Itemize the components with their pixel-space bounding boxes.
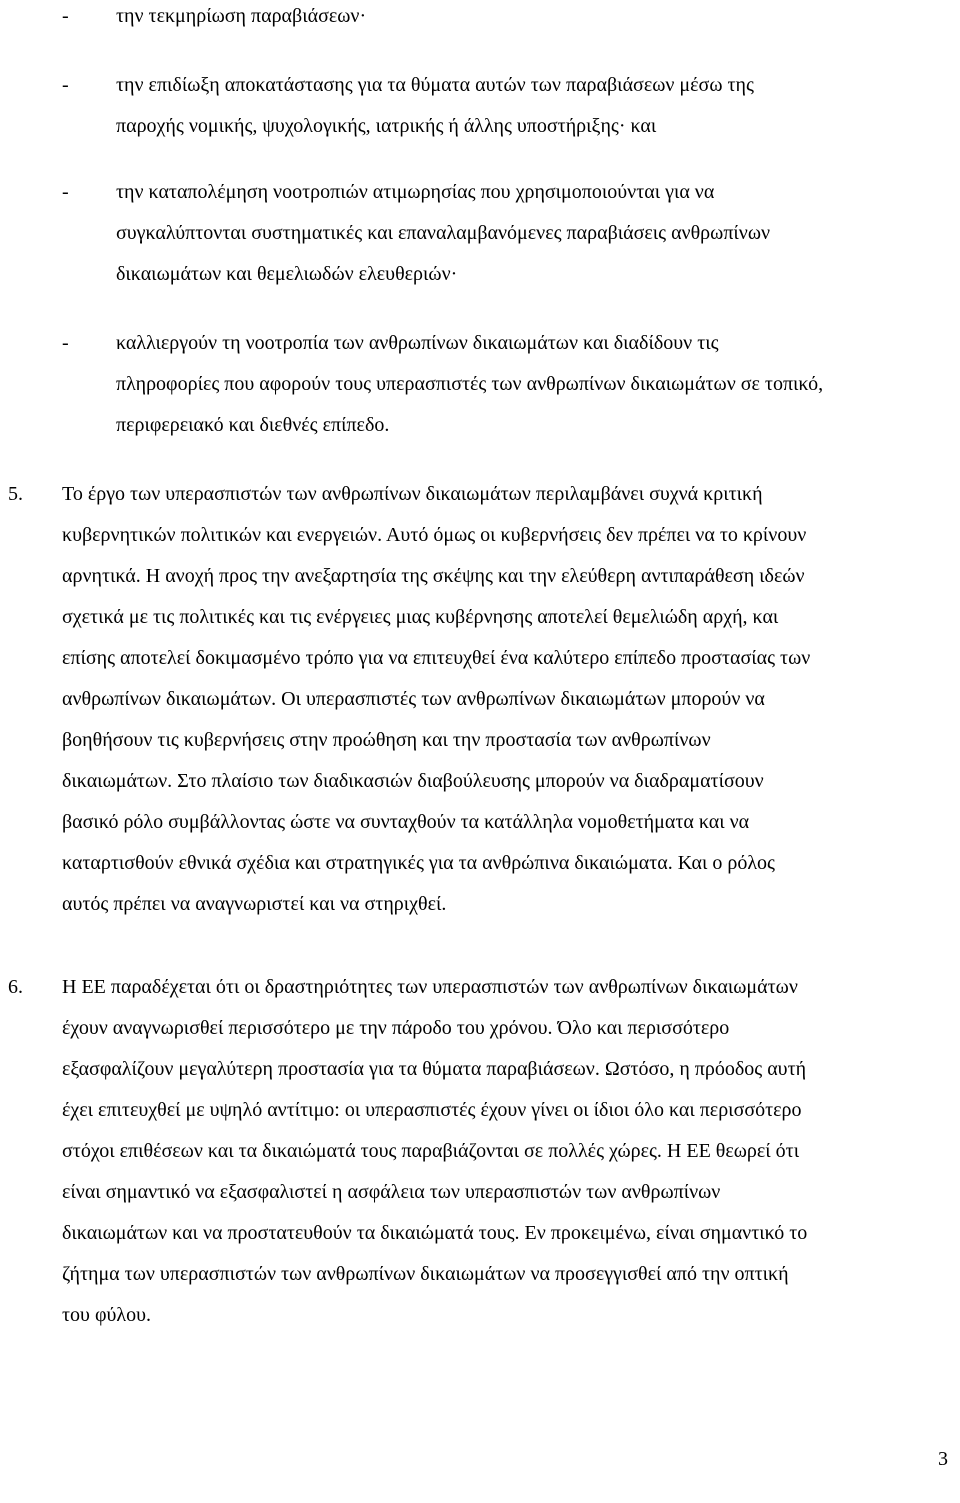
paragraph-line: δικαιωμάτων. Στο πλαίσιο των διαδικασιών διαβούλευσης μπορούν να διαδραματίσουν	[62, 770, 764, 792]
bullet-text-line: καλλιεργούν τη νοοτροπία των ανθρωπίνων δικαιωμάτων και διαδίδουν τις	[116, 332, 719, 354]
bullet-text-line: την καταπολέμηση νοοτροπιών ατιμωρησίας που χρησιμοποιούνται για να	[116, 181, 715, 203]
paragraph-line: επίσης αποτελεί δοκιμασμένο τρόπο για να επιτευχθεί ένα καλύτερο επίπεδο προστασίας των	[62, 647, 811, 669]
bullet-text-line: περιφερειακό και διεθνές επίπεδο.	[116, 414, 390, 436]
bullet-text-line: συγκαλύπτονται συστηματικές και επαναλαμβανόμενες παραβιάσεις ανθρωπίνων	[116, 222, 771, 244]
bullet-text-line: την τεκμηρίωση παραβιάσεων·	[116, 5, 367, 27]
paragraph-number: 6.	[8, 976, 23, 998]
paragraph-line: καταρτισθούν εθνικά σχέδια και στρατηγικές για τα ανθρώπινα δικαιώματα. Και ο ρόλος	[62, 852, 775, 874]
page-number: 3	[938, 1448, 948, 1470]
paragraph-line: έχουν αναγνωρισθεί περισσότερο με την πάροδο του χρόνου. Όλο και περισσότερο	[62, 1017, 730, 1039]
bullet-dash: -	[62, 5, 69, 27]
bullet-dash: -	[62, 181, 69, 203]
paragraph-number: 5.	[8, 483, 23, 505]
paragraph-line: ανθρωπίνων δικαιωμάτων. Οι υπερασπιστές των ανθρωπίνων δικαιωμάτων μπορούν να	[62, 688, 765, 710]
bullet-dash: -	[62, 74, 69, 96]
bullet-text-line: την επιδίωξη αποκατάστασης για τα θύματα αυτών των παραβιάσεων μέσω της	[116, 74, 754, 96]
paragraph-line: Η ΕΕ παραδέχεται ότι οι δραστηριότητες των υπερασπιστών των ανθρωπίνων δικαιωμάτων	[62, 976, 798, 998]
paragraph-line: είναι σημαντικό να εξασφαλιστεί η ασφάλεια των υπερασπιστών των ανθρωπίνων	[62, 1181, 721, 1203]
paragraph-line: αρνητικά. Η ανοχή προς την ανεξαρτησία της σκέψης και την ελεύθερη αντιπαράθεση ιδεών	[62, 565, 805, 587]
bullet-text-line: πληροφορίες που αφορούν τους υπερασπιστές των ανθρωπίνων δικαιωμάτων σε τοπικό,	[116, 373, 824, 395]
paragraph-line: εξασφαλίζουν μεγαλύτερη προστασία για τα θύματα παραβιάσεων. Ωστόσο, η πρόοδος αυτή	[62, 1058, 807, 1080]
bullet-text-line: δικαιωμάτων και θεμελιωδών ελευθεριών·	[116, 263, 458, 285]
paragraph-line: έχει επιτευχθεί με υψηλό αντίτιμο: οι υπερασπιστές έχουν γίνει οι ίδιοι όλο και περισσότερο	[62, 1099, 802, 1121]
paragraph-line: κυβερνητικών πολιτικών και ενεργειών. Αυτό όμως οι κυβερνήσεις δεν πρέπει να το κρίνουν	[62, 524, 807, 546]
bullet-text-line: παροχής νομικής, ψυχολογικής, ιατρικής ή άλλης υποστήριξης· και	[116, 115, 657, 137]
paragraph-line: ζήτημα των υπερασπιστών των ανθρωπίνων δικαιωμάτων να προσεγγισθεί από την οπτική	[62, 1263, 789, 1285]
paragraph-line: στόχοι επιθέσεων και τα δικαιώματά τους παραβιάζονται σε πολλές χώρες. Η ΕΕ θεωρεί ότι	[62, 1140, 800, 1162]
bullet-dash: -	[62, 332, 69, 354]
paragraph-line: σχετικά με τις πολιτικές και τις ενέργειες μιας κυβέρνησης αποτελεί θεμελιώδη αρχή, και	[62, 606, 779, 628]
paragraph-line: Το έργο των υπερασπιστών των ανθρωπίνων δικαιωμάτων περιλαμβάνει συχνά κριτική	[62, 483, 763, 505]
paragraph-line: αυτός πρέπει να αναγνωριστεί και να στηριχθεί.	[62, 893, 447, 915]
paragraph-line: βασικό ρόλο συμβάλλοντας ώστε να συνταχθούν τα κατάλληλα νομοθετήματα και να	[62, 811, 750, 833]
paragraph-line: δικαιωμάτων και να προστατευθούν τα δικαιώματά τους. Εν προκειμένω, είναι σημαντικό το	[62, 1222, 808, 1244]
paragraph-line: του φύλου.	[62, 1304, 151, 1326]
paragraph-line: βοηθήσουν τις κυβερνήσεις στην προώθηση και την προστασία των ανθρωπίνων	[62, 729, 711, 751]
